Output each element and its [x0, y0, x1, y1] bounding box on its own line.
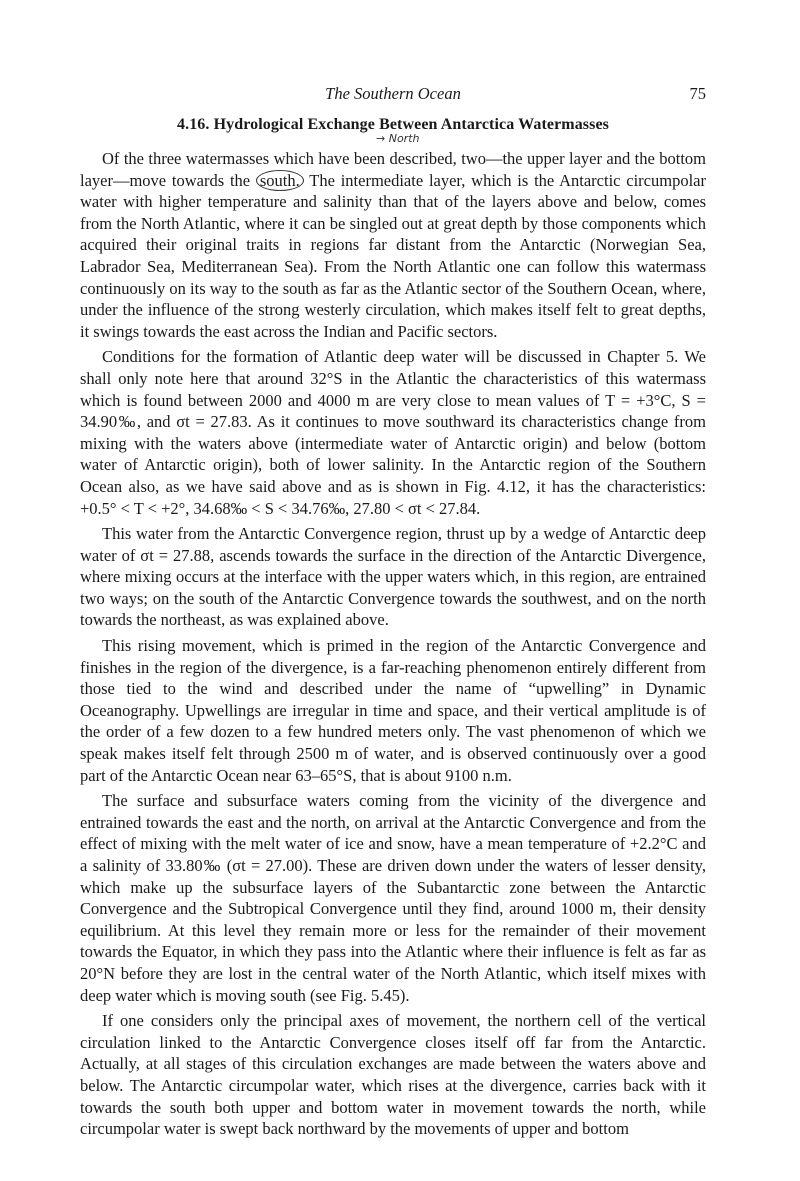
paragraph-6: If one considers only the principal axes of movement, the northern cell of the vertical circulation linked to the Antarctic Convergence closes itself off far from the Antarctic. Actually, at all stages of this circulation exchanges are made between the waters above and below. The Antarctic circumpolar water, which rises at the divergence, carries back with it towards the south both upper and bottom water in movement towards the north, while circumpolar water is swept back northward by the movements of upper and bottom: [80, 1011, 706, 1139]
paragraph-1: [80, 148, 706, 342]
book-page: [80, 84, 706, 1144]
handwritten-annotation: → North: [376, 132, 420, 145]
running-title: The Southern Ocean: [325, 84, 461, 103]
paragraph-4: This rising movement, which is primed in the region of the Antarctic Convergence and finishes in the region of the divergence, is a far-reaching phenomenon entirely different from those tied to the wind and described under the name of “upwelling” in Dynamic Oceanography. Upwellings are irregular in time and space, and their vertical amplitude is of the order of a few dozen to a few hundred meters only. The vast phenomenon of which we speak makes itself felt through 2500 m of water, and is observed continuously over a good part of the Antarctic Ocean near 63–65°S, that is about 9100 n.m.: [80, 636, 706, 785]
annotation-row: [80, 134, 706, 148]
paragraph-1-start: Of the three watermasses which have been described, two—the upper layer and the bottom layer—move towards the: [80, 149, 706, 190]
page-number: 75: [689, 84, 706, 103]
circled-word: south.: [256, 170, 304, 191]
section-heading: 4.16. Hydrological Exchange Between Antarctica Watermasses: [177, 116, 609, 133]
paragraph-3: This water from the Antarctic Convergence region, thrust up by a wedge of Antarctic deep water of σt = 27.88, ascends towards the surface in the direction of the Antarctic Divergence, where mixing occurs at the interface with the upper waters which, in this region, are entrained two ways; on the south of the Antarctic Convergence towards the southwest, and on the north towards the northeast, as was explained above.: [80, 524, 706, 630]
paragraph-1-end: The intermediate layer, which is the Antarctic circumpolar water with higher temperature and salinity than that of the layers above and below, comes from the North Atlantic, where it can be singled out at great depth by those components which acquired their original traits in regions far distant from the Antarctic (Norwegian Sea, Labrador Sea, Mediterranean Sea). From the North Atlantic one can follow this watermass continuously on its way to the south as far as the Atlantic sector of the Southern Ocean, where, under the influence of the strong westerly circulation, which makes itself felt to great depths, it swings towards the east across the Indian and Pacific sectors.: [80, 170, 706, 341]
paragraph-5: The surface and subsurface waters coming from the vicinity of the divergence and entrained towards the east and the north, on arrival at the Antarctic Convergence and from the effect of mixing with the melt water of ice and snow, have a mean temperature of +2.2°C and a salinity of 33.80‰ (σt = 27.00). These are driven down under the waters of lesser density, which make up the subsurface layers of the Subantarctic zone between the Antarctic Convergence and the Subtropical Convergence until they find, around 1000 m, their density equilibrium. At this level they remain more or less for the remainder of their movement towards the Equator, in which they pass into the Atlantic where their influence is felt as far as 20°N before they are lost in the central water of the North Atlantic, which itself mixes with deep water which is moving south (see Fig. 5.45).: [80, 791, 706, 1005]
body-text: [80, 148, 706, 1140]
running-head: [80, 84, 706, 110]
paragraph-2: Conditions for the formation of Atlantic deep water will be discussed in Chapter 5. We shall only note here that around 32°S in the Atlantic the characteristics of this watermass which is found between 2000 and 4000 m are very close to mean values of T = +3°C, S = 34.90‰, and σt = 27.83. As it continues to move southward its characteristics change from mixing with the waters above (intermediate water of Antarctic origin) and below (bottom water of Antarctic origin), both of lower salinity. In the Antarctic region of the Southern Ocean also, as we have said above and as is shown in Fig. 4.12, it has the characteristics: +0.5° < T < +2°, 34.68‰ < S < 34.76‰, 27.80 < σt < 27.84.: [80, 347, 706, 518]
